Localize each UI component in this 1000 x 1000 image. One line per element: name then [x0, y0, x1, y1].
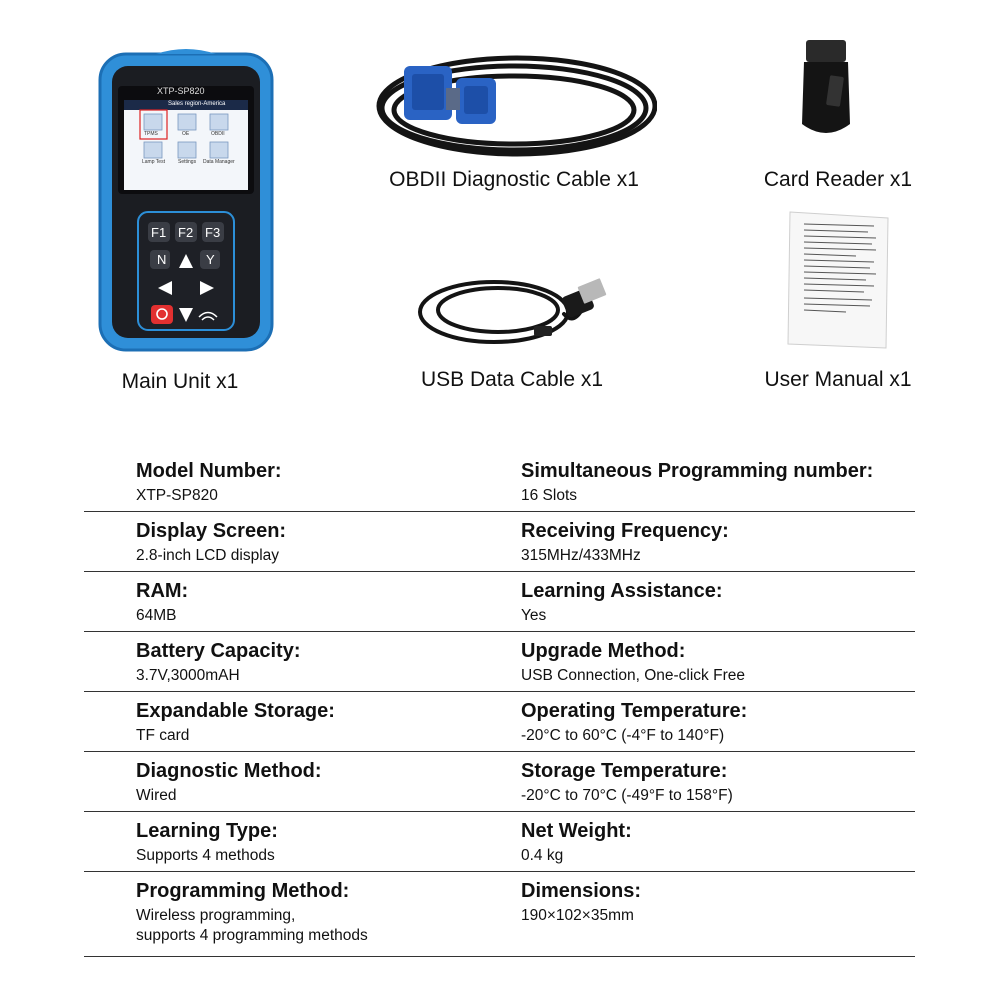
- spec-label: Expandable Storage:: [136, 700, 335, 722]
- spec-label: Dimensions:: [521, 880, 642, 902]
- spec-value: 0.4 kg: [521, 847, 564, 864]
- obd-cable-caption: OBDII Diagnostic Cable x1: [389, 168, 639, 191]
- spec-value: TF card: [136, 727, 190, 744]
- screen-tile-tpms: TPMS: [144, 131, 158, 137]
- spec-value: USB Connection, One-click Free: [521, 667, 745, 684]
- spec-value: 315MHz/433MHz: [521, 547, 641, 564]
- spec-row: [84, 572, 915, 632]
- usb-cable-caption: USB Data Cable x1: [420, 368, 604, 391]
- spec-value: Wired: [136, 787, 177, 804]
- spec-row: [84, 512, 915, 572]
- screen-tile-obdii: OBDII: [211, 131, 225, 137]
- spec-row: [84, 452, 915, 512]
- spec-row: [84, 872, 915, 957]
- device-brand-label: XTP-SP820: [157, 86, 205, 96]
- spec-value: Supports 4 methods: [136, 847, 275, 864]
- spec-label: Learning Type:: [136, 820, 278, 842]
- spec-label: Simultaneous Programming number:: [521, 460, 874, 482]
- spec-label: RAM:: [136, 580, 189, 602]
- card-reader-caption: Card Reader x1: [763, 168, 913, 191]
- spec-value: 190×102×35mm: [521, 907, 634, 924]
- spec-value: XTP-SP820: [136, 487, 218, 504]
- key-y: Y: [206, 252, 215, 267]
- screen-tile-lamp-test: Lamp Test: [142, 159, 165, 165]
- screen-tile-oe: OE: [182, 131, 190, 137]
- spec-label: Programming Method:: [136, 880, 350, 902]
- spec-row: [84, 632, 915, 692]
- spec-label: Battery Capacity:: [136, 640, 301, 662]
- spec-row: [84, 752, 915, 812]
- key-f3: F3: [205, 225, 221, 240]
- spec-value: Wireless programming, supports 4 programming methods: [136, 907, 368, 944]
- spec-value: 16 Slots: [521, 487, 578, 504]
- spec-label: Receiving Frequency:: [521, 520, 729, 542]
- key-f2: F2: [178, 225, 194, 240]
- spec-value: Yes: [521, 607, 547, 624]
- key-f1: F1: [151, 225, 167, 240]
- spec-value: -20°C to 70°C (-49°F to 158°F): [521, 787, 733, 804]
- spec-label: Operating Temperature:: [521, 700, 748, 722]
- screen-tile-settings: Settings: [178, 159, 197, 165]
- spec-value: 2.8-inch LCD display: [136, 547, 280, 564]
- spec-value: 64MB: [136, 607, 177, 624]
- card-reader-image: [802, 40, 854, 140]
- spec-label: Upgrade Method:: [521, 640, 686, 662]
- spec-label: Net Weight:: [521, 820, 632, 842]
- spec-label: Learning Assistance:: [521, 580, 723, 602]
- usb-cable-image: [414, 276, 610, 348]
- screen-tile-data-manager: Data Manager: [203, 159, 235, 165]
- key-n: N: [157, 252, 167, 267]
- user-manual-caption: User Manual x1: [764, 368, 912, 391]
- spec-row: [84, 812, 915, 872]
- spec-value: -20°C to 60°C (-4°F to 140°F): [521, 727, 725, 744]
- spec-row: [84, 692, 915, 752]
- device-screen-header: Sales region-America: [168, 101, 226, 107]
- obd-cable-image: [372, 52, 657, 160]
- spec-label: Diagnostic Method:: [136, 760, 322, 782]
- user-manual-image: [786, 210, 892, 350]
- spec-label: Display Screen:: [136, 520, 287, 542]
- spec-label: Storage Temperature:: [521, 760, 728, 782]
- specs-table: [84, 452, 915, 957]
- spec-value: 3.7V,3000mAH: [136, 667, 240, 684]
- spec-label: Model Number:: [136, 460, 282, 482]
- main-unit-caption: Main Unit x1: [121, 370, 239, 393]
